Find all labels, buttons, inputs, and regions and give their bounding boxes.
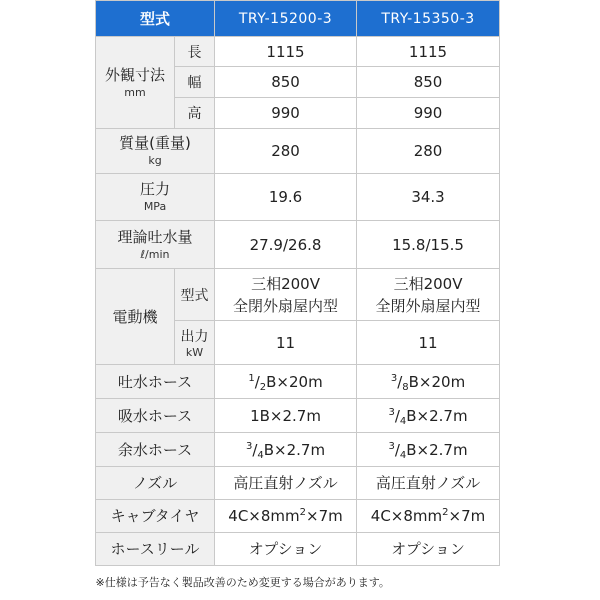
suction-hose-value-a: 1B×2.7m xyxy=(215,399,357,433)
mass-value-b: 280 xyxy=(357,129,500,174)
discharge-row xyxy=(96,221,500,269)
hose-reel-label: ホースリール xyxy=(96,533,215,566)
overflow-hose-a-rest: B×2.7m xyxy=(263,440,326,459)
motor-type-a-line1: 三相200V xyxy=(251,274,320,293)
discharge-hose-row xyxy=(96,365,500,399)
suction-hose-b-rest: B×2.7m xyxy=(406,406,468,425)
mass-row xyxy=(96,129,500,174)
fraction-denominator: 4 xyxy=(399,415,407,427)
fraction-numerator: 3 xyxy=(390,372,398,384)
pressure-value-b: 34.3 xyxy=(357,174,500,221)
overflow-hose-row xyxy=(96,433,500,467)
motor-output-value-b: 11 xyxy=(357,321,500,365)
pressure-row xyxy=(96,174,500,221)
fraction-numerator: 1 xyxy=(248,372,255,384)
hose-reel-value-a: オプション xyxy=(215,533,357,566)
cabtire-a-post: ×7m xyxy=(306,507,343,525)
height-value-b: 990 xyxy=(357,98,500,129)
discharge-unit: ℓ/min xyxy=(140,247,170,261)
mass-value-a: 280 xyxy=(215,129,357,174)
hose-reel-row xyxy=(96,533,500,566)
mass-label: 質量(重量) xyxy=(119,134,191,152)
nozzle-label: ノズル xyxy=(96,467,215,500)
height-value-a: 990 xyxy=(215,98,357,129)
discharge-hose-b-rest: B×20m xyxy=(408,372,466,391)
nozzle-value-b: 高圧直射ノズル xyxy=(357,467,500,500)
length-value-b: 1115 xyxy=(357,37,500,67)
motor-type-b-line2: 全閉外扇屋内型 xyxy=(375,296,481,315)
motor-output-label: 出力 xyxy=(180,328,209,345)
fraction-numerator: 3 xyxy=(245,440,253,452)
pressure-label-cell xyxy=(96,174,215,221)
nozzle-value-a: 高圧直射ノズル xyxy=(215,467,357,500)
fraction-denominator: 2 xyxy=(259,381,267,393)
superscript: 2 xyxy=(299,507,307,518)
mass-label-cell xyxy=(96,129,215,174)
width-value-b: 850 xyxy=(357,67,500,98)
motor-type-a-line2: 全閉外扇屋内型 xyxy=(233,296,339,315)
suction-hose-value-b: $^3/_4B\times 2.7m$ xyxy=(357,399,500,433)
header-row xyxy=(96,1,500,37)
motor-type-value-a xyxy=(215,269,357,321)
dimensions-length-row xyxy=(96,37,500,67)
width-label: 幅 xyxy=(175,67,215,98)
footnote-row xyxy=(96,566,500,591)
model-a-header: TRY-15200-3 xyxy=(215,1,357,37)
footnote: ※仕様は予告なく製品改善のため変更する場合があります。 xyxy=(95,576,390,589)
nozzle-row xyxy=(96,467,500,500)
motor-type-label: 型式 xyxy=(175,269,215,321)
motor-type-value-b xyxy=(357,269,500,321)
discharge-hose-value-a: $^1/_2B\times 20m$ xyxy=(215,365,357,399)
fraction-numerator: 3 xyxy=(388,406,395,418)
fraction-denominator: 8 xyxy=(402,381,409,393)
cabtire-a-pre: 4C×8mm xyxy=(228,507,300,525)
spec-sheet xyxy=(95,0,499,590)
discharge-hose-label: 吐水ホース xyxy=(96,365,215,399)
discharge-label: 理論吐水量 xyxy=(117,227,193,246)
cabtire-row xyxy=(96,500,500,533)
width-value-a: 850 xyxy=(215,67,357,98)
dimensions-label: 外観寸法 xyxy=(104,65,165,84)
discharge-hose-value-b: $^3/_8B\times 20m$ xyxy=(357,365,500,399)
motor-type-row xyxy=(96,269,500,321)
length-label: 長 xyxy=(175,37,215,67)
suction-hose-label: 吸水ホース xyxy=(96,399,215,433)
overflow-hose-value-b: $^3/_4B\times 2.7m$ xyxy=(357,433,500,467)
pressure-value-a: 19.6 xyxy=(215,174,357,221)
cabtire-label: キャブタイヤ xyxy=(96,500,215,533)
overflow-hose-label: 余水ホース xyxy=(96,433,215,467)
superscript: 2 xyxy=(442,507,449,518)
model-b-header: TRY-15350-3 xyxy=(357,1,500,37)
motor-output-unit: kW xyxy=(185,345,204,359)
motor-output-label-cell xyxy=(175,321,215,365)
overflow-hose-b-rest: B×2.7m xyxy=(406,440,468,459)
mass-unit: kg xyxy=(148,154,162,167)
cabtire-b-post: ×7m xyxy=(448,507,486,525)
hose-reel-value-b: オプション xyxy=(357,533,500,566)
suction-hose-row xyxy=(96,399,500,433)
cabtire-value-a xyxy=(215,500,357,533)
model-header: 型式 xyxy=(96,1,215,37)
spec-table xyxy=(95,0,500,590)
discharge-hose-a-rest: B×20m xyxy=(266,372,323,391)
motor-label: 電動機 xyxy=(96,269,175,365)
dimensions-label-cell xyxy=(96,37,175,129)
overflow-hose-value-a: $^3/_4B\times 2.7m$ xyxy=(215,433,357,467)
dimensions-unit: mm xyxy=(124,85,146,99)
cabtire-value-b xyxy=(357,500,500,533)
fraction-numerator: 3 xyxy=(388,440,395,452)
discharge-value-a: 27.9/26.8 xyxy=(215,221,357,269)
motor-output-value-a: 11 xyxy=(215,321,357,365)
height-label: 高 xyxy=(175,98,215,129)
motor-type-b-line1: 三相200V xyxy=(393,274,463,293)
length-value-a: 1115 xyxy=(215,37,357,67)
fraction-denominator: 4 xyxy=(399,449,407,461)
pressure-unit: MPa xyxy=(143,200,167,213)
pressure-label: 圧力 xyxy=(140,180,171,198)
cabtire-b-pre: 4C×8mm xyxy=(370,507,443,525)
discharge-value-b: 15.8/15.5 xyxy=(357,221,500,269)
fraction-denominator: 4 xyxy=(257,449,264,461)
discharge-label-cell xyxy=(96,221,215,269)
